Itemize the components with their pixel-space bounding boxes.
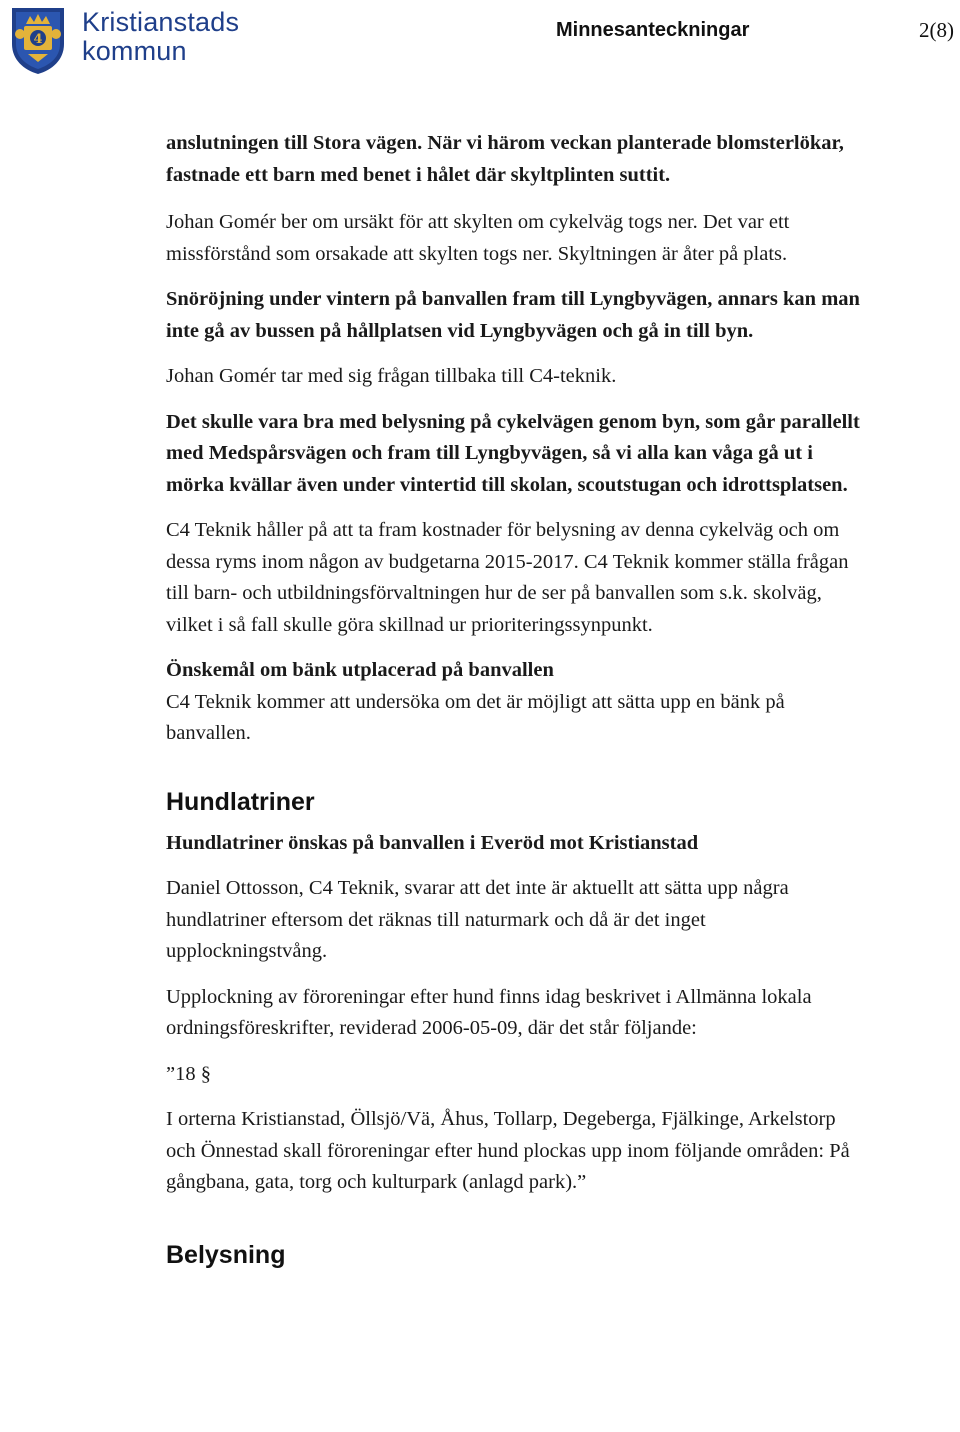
paragraph: Johan Gomér ber om ursäkt för att skylten om cykelväg togs ner. Det var ett missförstånd som orsakade att skylten togs ner. Skyltningen är åter på plats. [166,211,790,265]
paragraph: C4 Teknik kommer att undersöka om det är möjligt att sätta upp en bänk på banvallen. [166,690,785,744]
quote-paragraph: I orterna Kristianstad, Öllsjö/Vä, Åhus, Tollarp, Degeberga, Fjälkinge, Arkelstorp och Önnestad skall föroreningar efter hund plockas upp inom följande områden: På gångbana, gata, torg och kulturpark (anlagd park).” [166,1108,850,1193]
paragraph: Johan Gomér tar med sig frågan tillbaka till C4-teknik. [166,365,617,387]
document-body [166,128,866,1271]
page-number: 2(8) [919,18,954,42]
paragraph: Daniel Ottosson, C4 Teknik, svarar att det inte är aktuellt att sätta upp några hundlatriner eftersom det räknas till naturmark och då är det inget upplockningstvång. [166,877,789,962]
logo-wordmark [82,8,239,66]
bench-heading: Önskemål om bänk utplacerad på banvallen [166,659,554,681]
paragraph-bold: Det skulle vara bra med belysning på cykelvägen genom byn, som går parallellt med Medspårsvägen och fram till Lyngbyvägen, så vi alla kan våga gå ut i mörka kvällar även under vintertid till skolan, scoutstugan och idrottsplatsen. [166,410,860,496]
svg-text:4: 4 [33,32,43,47]
quote-paragraph-number: ”18 § [166,1062,211,1085]
logo-line-1: Kristianstads [82,7,240,37]
logo-line-2: kommun [82,36,187,66]
paragraph-bold: Snöröjning under vintern på banvallen fram till Lyngbyvägen, annars kan man inte gå av bussen på hållplatsen vid Lyngbyvägen och gå in till byn. [166,288,860,342]
page-header [0,0,960,80]
paragraph-bold: anslutningen till Stora vägen. När vi härom veckan planterade blomsterlökar, fastnade ett barn med benet i hålet där skyltplinten suttit. [166,132,844,186]
document-title: Minnesanteckningar [556,19,750,41]
paragraph: C4 Teknik håller på att ta fram kostnader för belysning av denna cykelväg och om dessa ryms inom någon av budgetarna 2015-2017. C4 Teknik kommer ställa frågan till barn- och utbildningsförvaltningen hur de ser på banvallen som s.k. skolväg, vilket i så fall skulle göra skillnad ur prioriteringssynpunkt. [166,519,849,636]
subheading: Hundlatriner önskas på banvallen i Everöd mot Kristianstad [166,831,699,854]
paragraph: Upplockning av föroreningar efter hund finns idag beskrivet i Allmänna lokala ordningsföreskrifter, reviderad 2006-05-09, där det står följande: [166,985,812,1039]
section-heading-hundlatriner: Hundlatriner [166,787,315,816]
coat-of-arms-logo [6,4,70,76]
section-heading-belysning: Belysning [166,1240,286,1269]
